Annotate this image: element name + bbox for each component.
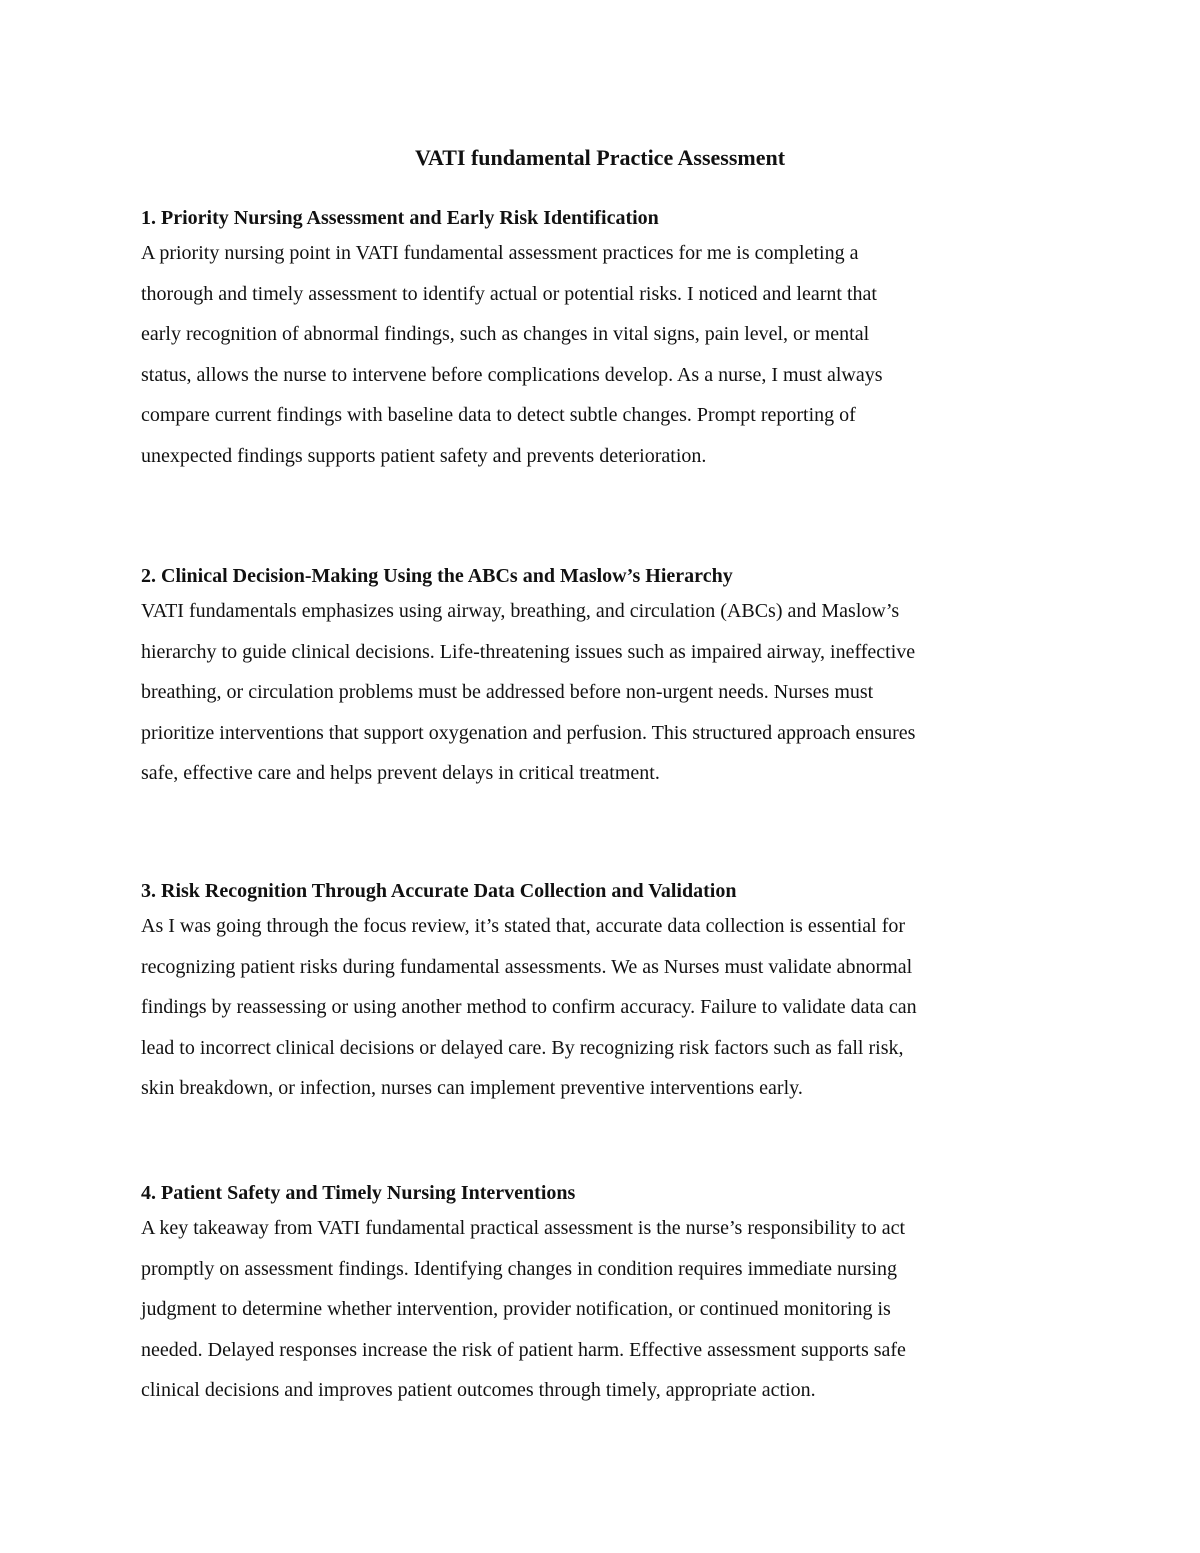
body-line: As I was going through the focus review, it’s stated that, accurate data collection is essential for — [141, 915, 906, 937]
body-line: A key takeaway from VATI fundamental practical assessment is the nurse’s responsibility to act — [141, 1217, 906, 1239]
section-clinical-decision-making — [141, 561, 1071, 794]
body-line: compare current findings with baseline data to detect subtle changes. Prompt reporting of — [141, 404, 856, 426]
body-line: judgment to determine whether intervention, provider notification, or continued monitoring is — [141, 1298, 891, 1320]
body-line: prioritize interventions that support oxygenation and perfusion. This structured approach ensures — [141, 721, 916, 744]
section-heading: 2. Clinical Decision-Making Using the ABCs and Maslow’s Hierarchy — [141, 565, 733, 587]
body-line: breathing, or circulation problems must be addressed before non-urgent needs. Nurses must — [141, 681, 874, 703]
body-line: skin breakdown, or infection, nurses can implement preventive interventions early. — [141, 1077, 803, 1099]
section-body — [141, 591, 1071, 794]
document-title: VATI fundamental Practice Assessment — [414, 145, 786, 170]
body-line: clinical decisions and improves patient outcomes through timely, appropriate action. — [141, 1379, 816, 1401]
body-line: VATI fundamentals emphasizes using airway, breathing, and circulation (ABCs) and Maslow’s — [141, 600, 900, 622]
section-heading: 4. Patient Safety and Timely Nursing Interventions — [141, 1182, 576, 1204]
section-priority-assessment — [141, 203, 1071, 476]
section-body — [141, 1208, 1071, 1411]
body-line: A priority nursing point in VATI fundamental assessment practices for me is completing a — [141, 242, 859, 264]
section-heading: 3. Risk Recognition Through Accurate Data Collection and Validation — [141, 880, 737, 902]
body-line: promptly on assessment findings. Identifying changes in condition requires immediate nursing — [141, 1257, 897, 1280]
body-line: status, allows the nurse to intervene before complications develop. As a nurse, I must always — [141, 363, 883, 386]
body-line: early recognition of abnormal findings, such as changes in vital signs, pain level, or mental — [141, 323, 870, 345]
body-line: thorough and timely assessment to identify actual or potential risks. I noticed and learnt that — [141, 282, 877, 305]
body-line: needed. Delayed responses increase the risk of patient harm. Effective assessment supports safe — [141, 1338, 906, 1361]
section-heading: 1. Priority Nursing Assessment and Early Risk Identification — [141, 207, 659, 229]
section-patient-safety — [141, 1178, 1071, 1411]
body-line: findings by reassessing or using another method to confirm accuracy. Failure to validate data can — [141, 996, 917, 1018]
body-line: lead to incorrect clinical decisions or delayed care. By recognizing risk factors such as fall risk, — [141, 1036, 904, 1059]
body-line: unexpected findings supports patient safety and prevents deterioration. — [141, 444, 707, 467]
section-body — [141, 906, 1071, 1109]
body-line: hierarchy to guide clinical decisions. Life-threatening issues such as impaired airway, ineffective — [141, 640, 916, 663]
section-body — [141, 233, 1071, 476]
section-risk-recognition — [141, 876, 1071, 1109]
body-line: recognizing patient risks during fundamental assessments. We as Nurses must validate abnormal — [141, 955, 913, 978]
body-line: safe, effective care and helps prevent delays in critical treatment. — [141, 762, 660, 784]
